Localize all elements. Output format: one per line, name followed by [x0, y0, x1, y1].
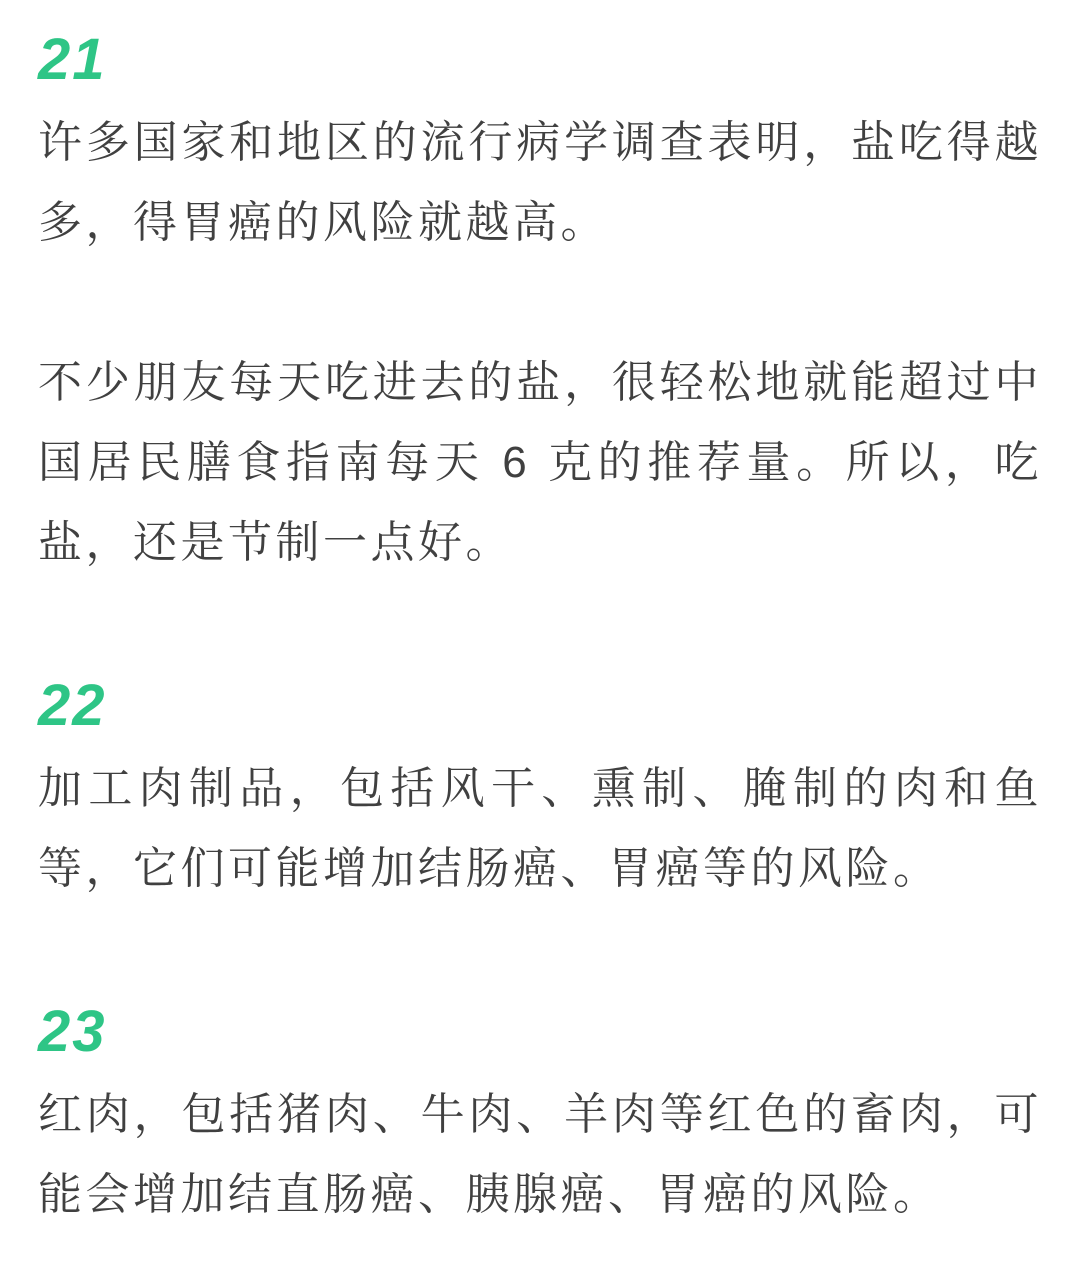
paragraph: 红肉，包括猪肉、牛肉、羊肉等红色的畜肉，可能会增加结直肠癌、胰腺癌、胃癌的风险。: [38, 1090, 1042, 1219]
section-number: 22: [38, 673, 107, 738]
section-21: [38, 25, 1042, 583]
paragraph: 许多国家和地区的流行病学调查表明，盐吃得越多，得胃癌的风险就越高。: [38, 118, 1042, 247]
section-22: [38, 671, 1042, 909]
section-number: 23: [38, 999, 107, 1064]
section-number: 21: [38, 27, 107, 92]
paragraph: 加工肉制品，包括风干、熏制、腌制的肉和鱼等，它们可能增加结肠癌、胃癌等的风险。: [38, 764, 1042, 893]
paragraph: 不少朋友每天吃进去的盐，很轻松地就能超过中国居民膳食指南每天 6 克的推荐量。所以，吃盐，还是节制一点好。: [38, 358, 1042, 567]
section-23: [38, 997, 1042, 1235]
